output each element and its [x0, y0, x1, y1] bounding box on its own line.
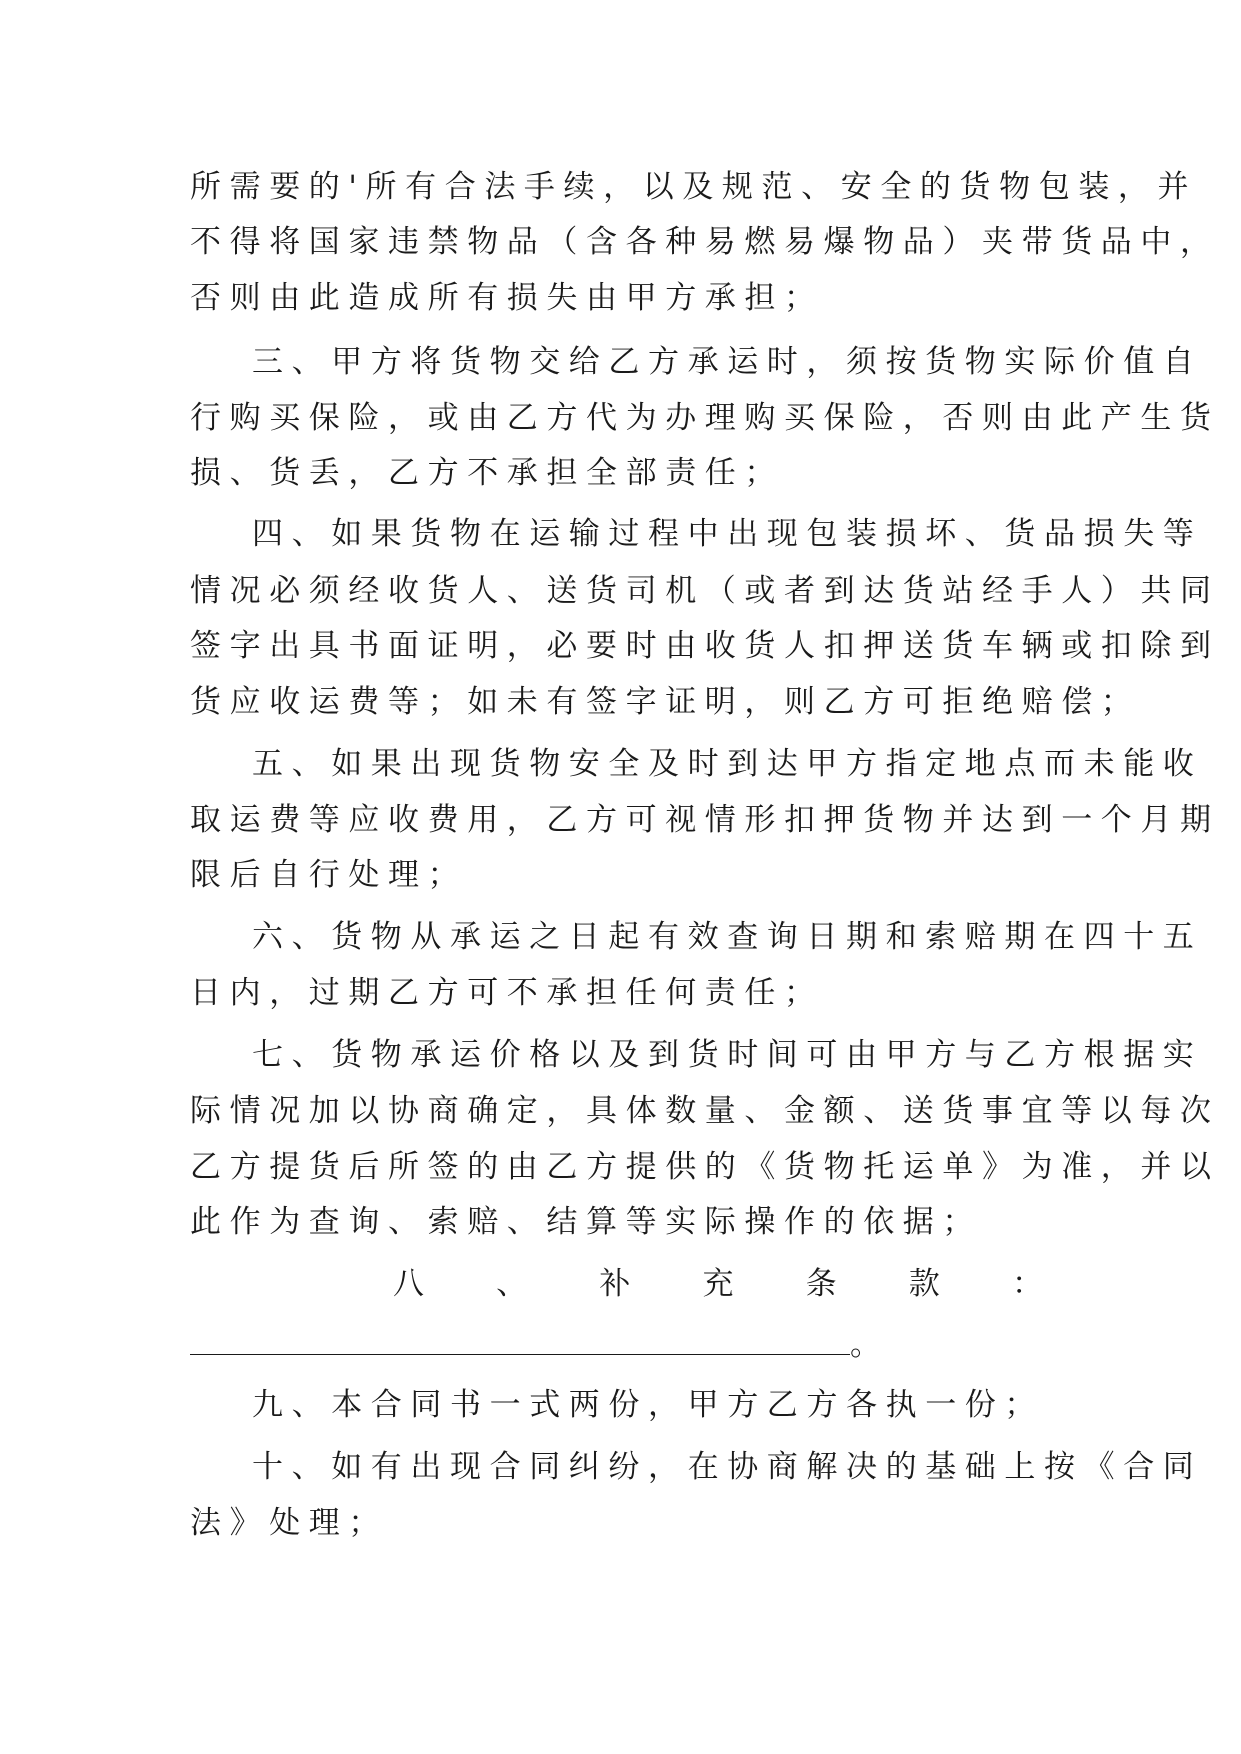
clause-8-char: 八 [393, 1266, 424, 1302]
clause-8-char: 条 [805, 1266, 837, 1302]
text-line: 此作为查询、索赔、结算等实际操作的依据； [190, 1204, 982, 1240]
clause-6-line: 六、货物从承运之日起有效查询日期和索赔期在四十五 [252, 919, 1203, 955]
clause-8-char: 补 [599, 1266, 631, 1302]
text-line: 法》处理； [190, 1505, 388, 1541]
clause-8-fill-blank [190, 1325, 881, 1365]
text-line: 不得将国家违禁物品（含各种易燃易爆物品）夹带货品中， [190, 224, 1220, 260]
clause-10-line: 十、如有出现合同纠纷，在协商解决的基础上按《合同 [252, 1449, 1203, 1485]
clause-7-line: 七、货物承运价格以及到货时间可由甲方与乙方根据实 [252, 1037, 1203, 1073]
text-line: 损、货丢，乙方不承担全部责任； [190, 455, 784, 491]
text-line: 签字出具书面证明，必要时由收货人扣押送货车辆或扣除到 [190, 628, 1220, 664]
clause-8-char: 、 [496, 1266, 528, 1302]
clause-8-char: 充 [702, 1266, 734, 1302]
text-line: 情况必须经收货人、送货司机（或者到达货站经手人）共同 [190, 573, 1220, 609]
text-line: 限后自行处理； [190, 857, 468, 893]
clause-5-line: 五、如果出现货物安全及时到达甲方指定地点而未能收 [252, 746, 1203, 782]
text-line: 取运费等应收费用，乙方可视情形扣押货物并达到一个月期 [190, 802, 1220, 838]
clause-8-char: ： [1011, 1266, 1043, 1302]
text-line: 际情况加以协商确定，具体数量、金额、送货事宜等以每次 [190, 1093, 1220, 1129]
clause-9-line: 九、本合同书一式两份，甲方乙方各执一份； [252, 1387, 1044, 1423]
blank-underline [190, 1354, 850, 1355]
clause-8-end-mark: 。 [850, 1327, 881, 1363]
text-line: 行购买保险，或由乙方代为办理购买保险，否则由此产生货 [190, 400, 1220, 436]
clause-8-char: 款 [908, 1266, 940, 1302]
clause-4-line: 四、如果货物在运输过程中出现包装损坏、货品损失等 [252, 516, 1203, 552]
text-line: 货应收运费等；如未有签字证明，则乙方可拒绝赔偿； [190, 684, 1141, 720]
clause-3-line: 三、甲方将货物交给乙方承运时，须按货物实际价值自 [252, 344, 1203, 380]
text-line: 乙方提货后所签的由乙方提供的《货物托运单》为准，并以 [190, 1149, 1220, 1185]
text-line: 否则由此造成所有损失由甲方承担； [190, 280, 824, 316]
clause-8-heading [393, 1264, 1043, 1304]
text-line: 所需要的'所有合法手续，以及规范、安全的货物包装，并 [190, 169, 1198, 205]
text-line: 日内，过期乙方可不承担任何责任； [190, 975, 824, 1011]
